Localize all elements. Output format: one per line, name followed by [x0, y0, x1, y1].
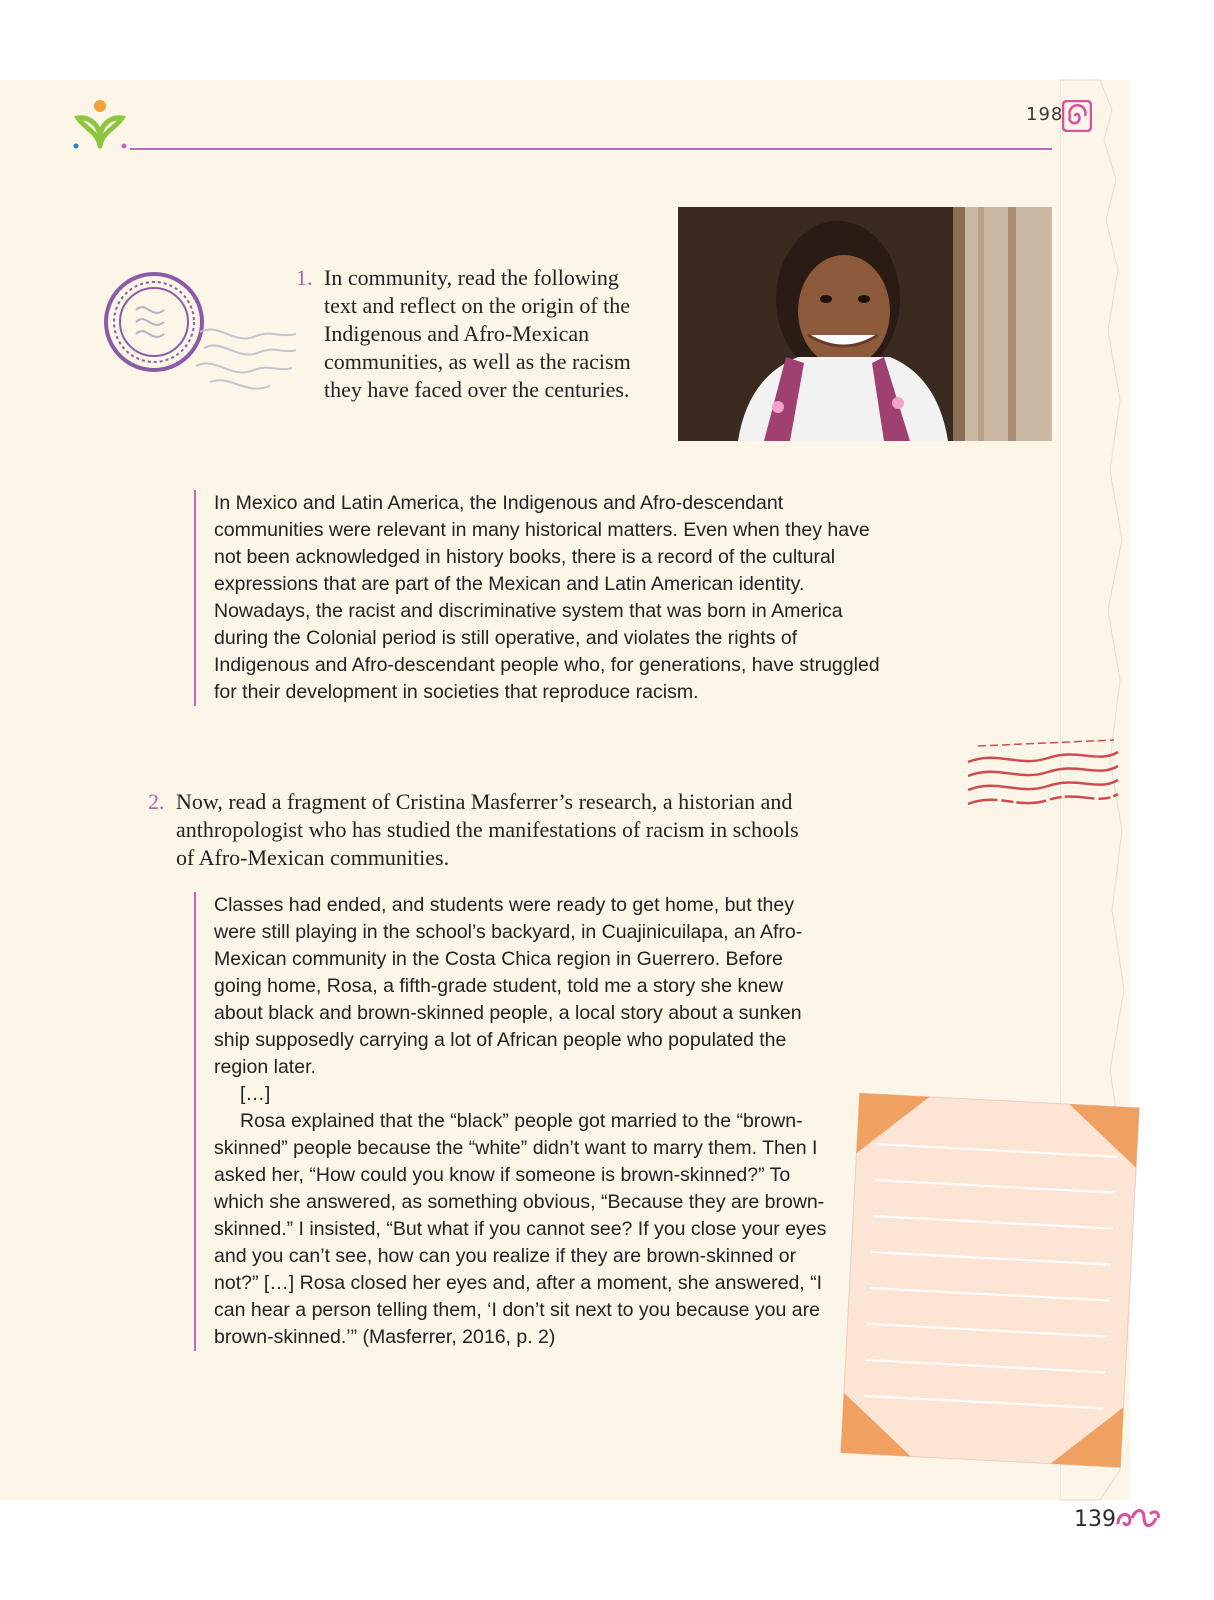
activity-instruction: Now, read a fragment of Cristina Masferrer’s research, a historian and anthropologist who has studied the manifestations of racism in schools of Afro-Mexican communities.: [176, 789, 799, 870]
activity-number: 1.: [296, 265, 313, 290]
swirl-ornament-icon: [1114, 1504, 1162, 1532]
header-rule: [130, 148, 1052, 150]
activity-1: [296, 264, 656, 404]
activity-instruction: In community, read the following text and reflect on the origin of the Indigenous and Afro-Mexican communities, as well as the racism they have faced over the centuries.: [324, 265, 631, 402]
sprout-logo-icon: [70, 98, 130, 154]
wavy-cancel-stamp-icon: [968, 736, 1128, 832]
spiral-ornament-icon: [1062, 100, 1092, 132]
activity-2: [148, 788, 808, 872]
note-card: [820, 1080, 1150, 1480]
excerpt-paragraph-2: Rosa explained that the “black” people got married to the “brown-skinned” people because the “white” didn’t want to marry them. Then I asked her, “How could you know if someone is brown-skinned?” To which she answered, as something obvious, “Because they are brown-skinned.” I insisted, “But what if you cannot see? If you close your eyes and you can’t see, how can you realize if they are brown-skinned or not?” […] Rosa closed her eyes and, after a moment, she answered, “I can hear a person telling them, ‘I don’t sit next to you because you are brown-skinned.’” (Masferrer, 2016, p. 2): [214, 1110, 827, 1348]
page-number: 139: [1074, 1507, 1116, 1532]
research-excerpt: [194, 892, 834, 1351]
activity-number: 2.: [148, 789, 165, 814]
context-paragraph: In Mexico and Latin America, the Indigenous and Afro-descendant communities were relevant in many historical matters. Even when they have not been acknowledged in history books, there is a record of the cultural expressions that are part of the Mexican and Latin American identity. Nowadays, the racist and discriminative system that was born in America during the Colonial period is still operative, and violates the rights of Indigenous and Afro-descendant people who, for generations, have struggled for their development in societies that reproduce racism.: [214, 492, 880, 703]
excerpt-paragraph-1: Classes had ended, and students were ready to get home, but they were still playing in the school’s backyard, in Cuajinicuilapa, an Afro-Mexican community in the Costa Chica region in Guerrero. Before going home, Rosa, a fifth-grade student, told me a story she knew about black and brown-skinned people, a local story about a sunken ship supposedly carrying a lot of African people who populated the region later.: [214, 894, 803, 1078]
page-marker: 198: [1026, 104, 1064, 125]
excerpt-ellipsis: […]: [240, 1083, 271, 1105]
girl-photo: [678, 207, 1052, 441]
context-text: [194, 490, 894, 706]
postmark-stamp-icon: [100, 270, 300, 410]
smiling-girl-image: [678, 207, 1052, 441]
